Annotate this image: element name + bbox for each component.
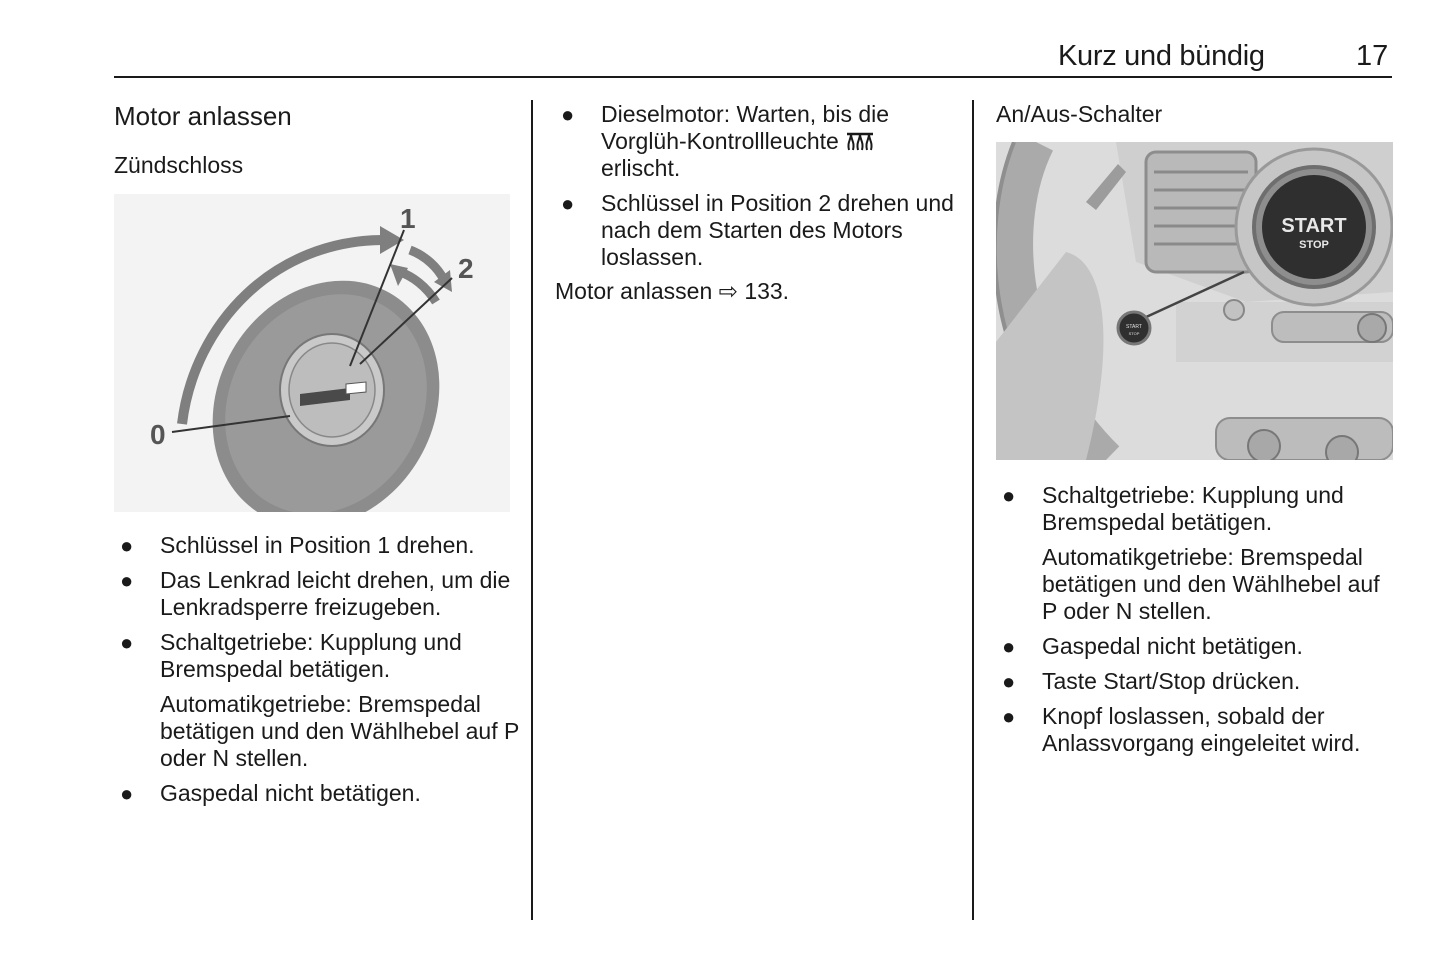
running-header-title: Kurz und bündig <box>1058 40 1265 72</box>
subsection-title-ignition: Zündschloss <box>114 152 244 178</box>
ignition-steps-list <box>114 532 524 815</box>
bullet-dot: ● <box>120 533 134 558</box>
position-label-1: 1 <box>400 203 416 234</box>
diesel-steps-list <box>555 101 955 279</box>
list-item: ● Schaltgetriebe: Kupplung und Bremspedal betätigen. Automatikgetriebe: Bremspedal betätigen und den Wählhebel auf P oder N stellen. <box>114 629 524 772</box>
list-item: ● Schlüssel in Position 2 drehen und nach dem Starten des Motors loslassen. <box>561 190 954 270</box>
list-item-subparagraph: Automatikgetriebe: Bremspedal betätigen und den Wählhebel auf P oder N stellen. <box>160 691 519 771</box>
subsection-title-onoff: An/Aus-Schalter <box>996 101 1163 127</box>
small-start-label: START <box>1126 324 1142 330</box>
list-item: ● Das Lenkrad leicht drehen, um die Lenkradsperre freizugeben. <box>120 567 511 620</box>
page-number: 17 <box>1356 40 1389 72</box>
list-item: ● Taste Start/Stop drücken. <box>1002 668 1301 694</box>
start-stop-steps-list <box>996 482 1396 765</box>
reference-page: 133. <box>744 278 790 304</box>
position-label-0: 0 <box>150 419 166 450</box>
list-item: ● Knopf loslassen, sobald der Anlassvorgang eingeleitet wird. <box>1002 703 1361 756</box>
list-item: ● Schlüssel in Position 1 drehen. <box>120 532 475 558</box>
climate-knob <box>1248 430 1280 460</box>
column-divider-2 <box>972 100 974 920</box>
start-label: START <box>1281 215 1347 237</box>
bullet-dot: ● <box>1002 634 1016 659</box>
small-round-button <box>1224 300 1244 320</box>
cross-reference[interactable]: Motor anlassen ⇨ 133. <box>555 278 790 304</box>
list-item: ● Gaspedal nicht betätigen. <box>1002 633 1303 659</box>
climate-knob-2 <box>1326 436 1358 460</box>
start-stop-button-figure <box>996 142 1393 460</box>
climate-panel <box>1216 418 1393 460</box>
bullet-dot: ● <box>120 568 134 593</box>
key-slot-white <box>346 382 366 394</box>
column-divider-1 <box>531 100 533 920</box>
list-item: ● Gaspedal nicht betätigen. <box>120 780 421 806</box>
bullet-dot: ● <box>120 781 134 806</box>
list-item-subparagraph: Automatikgetriebe: Bremspedal betätigen und den Wählhebel auf P oder N stellen. <box>1042 544 1380 624</box>
section-title: Motor anlassen <box>114 101 292 131</box>
bullet-dot: ● <box>1002 704 1016 729</box>
ignition-lock-figure <box>114 194 510 512</box>
volume-knob <box>1358 314 1386 342</box>
position-label-2: 2 <box>458 253 474 284</box>
glow-plug-icon <box>845 130 875 152</box>
stop-label: STOP <box>1299 239 1329 251</box>
list-item: ● Dieselmotor: Warten, bis die Vorglüh-Kontrollleuchte erlischt. <box>561 101 890 181</box>
small-stop-label: STOP <box>1128 331 1140 336</box>
bullet-dot: ● <box>1002 483 1016 508</box>
bullet-dot: ● <box>561 102 575 127</box>
reference-arrow-icon: ⇨ <box>718 278 738 304</box>
position-value: 1 <box>377 532 391 558</box>
list-item: ● Schaltgetriebe: Kupplung und Bremspedal betätigen. Automatikgetriebe: Bremspedal betätigen und den Wählhebel auf P oder N stellen. <box>996 482 1396 625</box>
header-rule <box>114 76 1392 78</box>
bullet-dot: ● <box>1002 669 1016 694</box>
bullet-dot: ● <box>561 191 575 216</box>
bullet-dot: ● <box>120 630 134 655</box>
